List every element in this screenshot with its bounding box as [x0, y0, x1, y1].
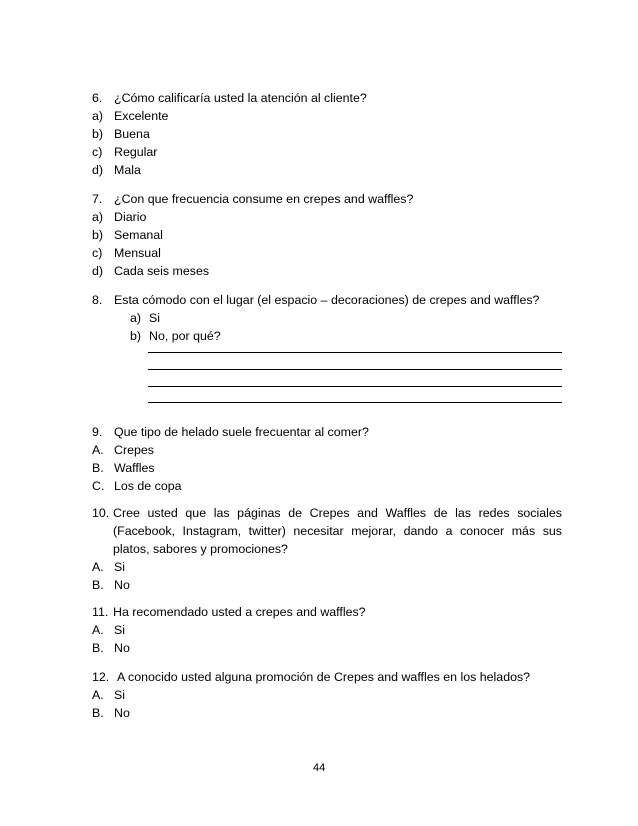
- option-marker: a): [92, 109, 104, 123]
- option-marker: d): [92, 163, 104, 177]
- question-11: [92, 604, 366, 620]
- option-label: No: [114, 706, 130, 720]
- question-text: ¿Cómo calificaría usted la atención al cliente?: [114, 91, 367, 105]
- question-number: 6.: [92, 91, 103, 105]
- option-label: Los de copa: [114, 479, 182, 493]
- list-item: [130, 328, 221, 344]
- list-item: [92, 144, 157, 160]
- option-marker: a): [92, 210, 104, 224]
- question-number: 12.: [92, 670, 110, 684]
- option-label: Crepes: [114, 443, 154, 457]
- option-label: Si: [149, 311, 161, 325]
- list-item: [92, 622, 125, 638]
- option-marker: B.: [92, 461, 104, 475]
- list-item: [92, 162, 141, 178]
- answer-line[interactable]: [148, 352, 562, 353]
- list-item: [92, 705, 130, 721]
- question-text: Que tipo de helado suele frecuentar al comer?: [114, 425, 369, 439]
- option-marker: b): [92, 127, 104, 141]
- question-number: 10.: [92, 506, 110, 520]
- question-text-continued: platos, sabores y promociones?: [113, 542, 288, 556]
- question-text: Cree usted que las páginas de Crepes and Waffles de las redes sociales: [113, 506, 562, 520]
- option-marker: A.: [92, 560, 104, 574]
- option-marker: a): [130, 311, 142, 325]
- option-marker: b): [130, 329, 142, 343]
- option-label: Si: [114, 623, 126, 637]
- option-marker: c): [92, 145, 103, 159]
- option-marker: A.: [92, 443, 104, 457]
- question-text: ¿Con que frecuencia consume en crepes and waffles?: [114, 192, 414, 206]
- question-number: 7.: [92, 192, 103, 206]
- question-text-continued: (Facebook, Instagram, twitter) necesitar mejorar, dando a conocer más sus: [113, 524, 562, 538]
- option-marker: B.: [92, 706, 104, 720]
- question-12: [92, 669, 530, 685]
- option-marker: C.: [92, 479, 105, 493]
- answer-line[interactable]: [148, 369, 562, 370]
- list-item: [92, 108, 168, 124]
- list-item: [92, 640, 130, 656]
- option-label: Cada seis meses: [114, 264, 210, 278]
- question-number: 9.: [92, 425, 103, 439]
- question-text: Esta cómodo con el lugar (el espacio – decoraciones) de crepes and waffles?: [114, 293, 540, 307]
- list-item: [92, 559, 125, 575]
- option-label: Si: [114, 560, 126, 574]
- answer-line[interactable]: [148, 386, 562, 387]
- question-8: [92, 292, 539, 308]
- list-item: [92, 478, 182, 494]
- question-6: [92, 90, 367, 106]
- question-text: A conocido usted alguna promoción de Crepes and waffles en los helados?: [117, 670, 531, 684]
- question-number: 11.: [92, 605, 109, 619]
- option-label: Diario: [114, 210, 147, 224]
- list-item: [92, 209, 146, 225]
- answer-line[interactable]: [148, 402, 562, 403]
- list-item: [92, 245, 161, 261]
- question-number: 8.: [92, 293, 103, 307]
- list-item: [92, 442, 154, 458]
- list-item: [130, 310, 160, 326]
- option-label: Buena: [114, 127, 150, 141]
- list-item: [92, 126, 150, 142]
- list-item: [92, 263, 209, 279]
- option-label: No: [114, 641, 130, 655]
- option-label: Excelente: [114, 109, 169, 123]
- list-item: [92, 460, 155, 476]
- list-item: [92, 687, 125, 703]
- question-9: [92, 424, 369, 440]
- list-item: [92, 227, 163, 243]
- page-number: 44: [313, 762, 326, 774]
- option-label: Mala: [114, 163, 141, 177]
- option-label: Semanal: [114, 228, 163, 242]
- list-item: [92, 577, 130, 593]
- option-marker: b): [92, 228, 104, 242]
- option-label: Mensual: [114, 246, 161, 260]
- option-label: Waffles: [114, 461, 155, 475]
- question-text: Ha recomendado usted a crepes and waffles?: [113, 605, 366, 619]
- option-marker: B.: [92, 578, 104, 592]
- option-label: No: [114, 578, 130, 592]
- option-marker: c): [92, 246, 103, 260]
- option-label: Regular: [114, 145, 158, 159]
- question-7: [92, 191, 413, 207]
- option-label: No, por qué?: [149, 329, 221, 343]
- option-marker: A.: [92, 623, 104, 637]
- question-10: [92, 505, 562, 521]
- option-marker: A.: [92, 688, 104, 702]
- option-label: Si: [114, 688, 126, 702]
- option-marker: d): [92, 264, 104, 278]
- option-marker: B.: [92, 641, 104, 655]
